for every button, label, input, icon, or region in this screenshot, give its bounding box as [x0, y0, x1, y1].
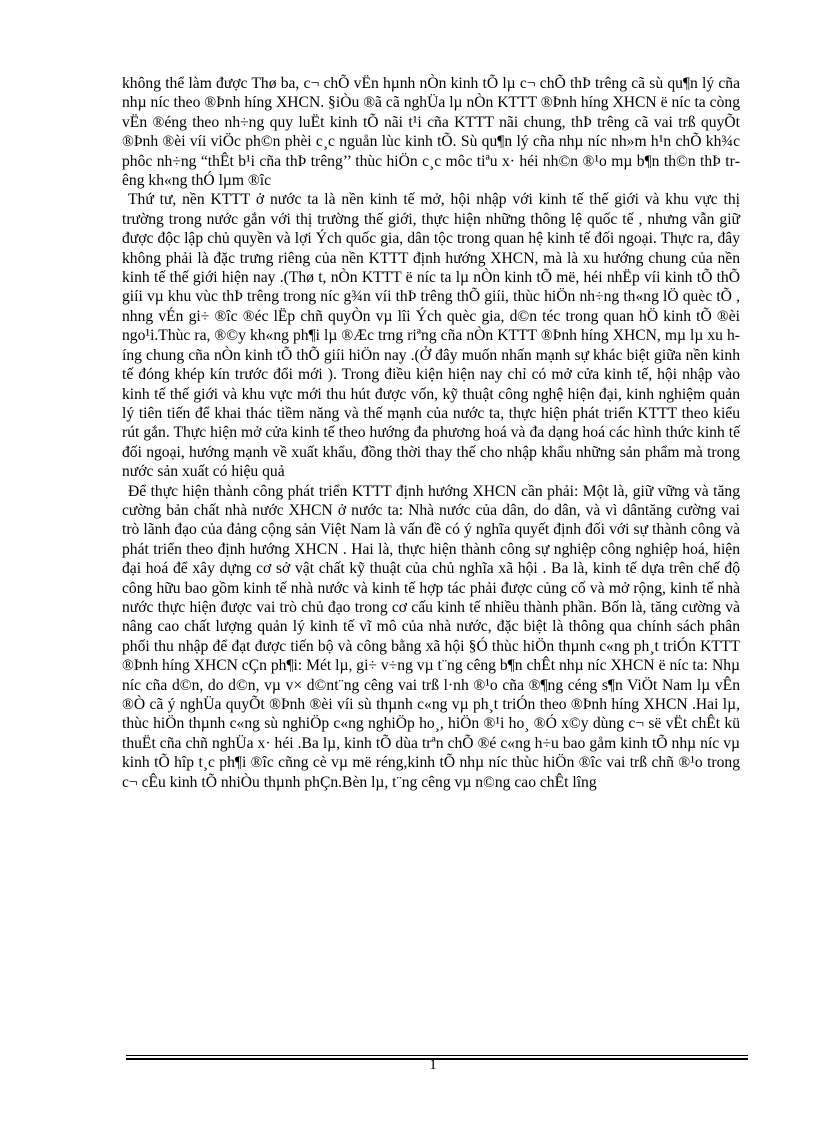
document-body: [122, 74, 740, 792]
paragraph-1: không thể làm được Thø ba, c¬ chÕ vËn hµnh nÒn kinh tÕ lµ c¬ chÕ thÞ trêng cã sù qu¶n lý cña nhµ níc theo ®Þnh híng XHCN. §iÒu ®ã cã nghÜa lµ nÒn KTTT ®Þnh híng XHCN ë níc ta còng vËn ®éng theo nh÷ng quy luËt kinh tÕ nãi t¹i cña KTTT nãi chung, thÞ trêng cã vai trß quyÕt ®Þnh ®èi víi viÖc ph©n phèi c¸c nguån lùc kinh tÕ. Sù qu¶n lý cña nhµ níc nh»m h¹n chÕ kh¾c phôc nh÷ng “thÊt b¹i cña thÞ trêng’’ thùc hiÖn c¸c môc tiªu x· héi nh©n ®¹o mµ b¶n th©n thÞ trêng kh«ng thÓ lµm ®îc: [122, 75, 740, 190]
footer-divider: [126, 1055, 748, 1056]
page-number: 1: [429, 1057, 437, 1073]
paragraph-2: Thứ tư, nền KTTT ở nước ta là nền kinh tế mở, hội nhập với kinh tế thế giới và khu vực thị trường trong nước gắn với thị trường thế giới, thực hiện những thông lệ quốc tế , nhưng vẫn giữ được độc lập chủ quyền và lợi Ých quốc gia, dân tộc trong quan hệ kinh tế đối ngoại. Thực ra, đây không phải là đặc trưng riêng của nền KTTT định hướng XHCN, mà là xu hướng chung của nền kinh tế thế giới hiện nay .(Thø t, nÒn KTTT ë níc ta lµ nÒn kinh tÕ më, héi nhËp víi kinh tÕ thÕ giíi vµ khu vùc thÞ trêng trong níc g¾n víi thÞ trêng thÕ giíi, thùc hiÖn nh÷ng th«ng lÖ quèc tÕ , nhng vÉn gi÷ ®îc ®éc lËp chñ quyÒn vµ lîi Ých quèc gia, d©n téc trong quan hÖ kinh tÕ ®èi ngo¹i.Thùc ra, ®©y kh«ng ph¶i lµ ®Æc trng riªng cña nÒn KTTT ®Þnh híng XHCN, mµ lµ xu híng chung cña nÒn kinh tÕ thÕ giíi hiÖn nay .(Ở đây muốn nhấn mạnh sự khác biệt giữa nền kinh tế đóng khép kín trước đổi mới ). Trong điều kiện hiện nay chỉ có mở cửa kinh tế, hội nhập vào kinh tế thế giới và khu vực mới thu hút được vốn, kỹ thuật công nghệ hiện đại, kinh nghiệm quản lý tiên tiến để khai thác tiềm năng và thế mạnh của nước ta, thực hiện phát triển KTTT theo kiểu rút gắn. Thực hiện mở cửa kinh tế theo hướng đa phương hoá và đa dạng hoá các hình thức kinh tế đối ngoại, hướng mạnh về xuất khẩu, đồng thời thay thế cho nhập khẩu những sản phẩm mà trong nước sản xuất có hiệu quả: [122, 191, 740, 481]
paragraph-3: Để thực hiện thành công phát triển KTTT định hướng XHCN cần phải: Một là, giữ vững và tăng cường bản chất nhà nước XHCN ở nước ta: Nhà nước của dân, do dân, và vì dântăng cường vai trò lãnh đạo của đảng cộng sản Việt Nam là vấn đề có ý nghĩa quyết định đối với sự thành công và phát triển theo định hướng XHCN . Hai là, thực hiện thành công sự nghiệp công nghiệp hoá, hiện đại hoá để xây dựng cơ sở vật chất kỹ thuật của chủ nghĩa xã hội . Ba là, kinh tế dựa trên chế độ công hữu bao gồm kinh tế nhà nước và kinh tế hợp tác phải được củng cố và mở rộng, kinh tế nhà nước thực hiện được vai trò chủ đạo trong cơ cấu kinh tế nhiều thành phần. Bốn là, tăng cường và nâng cao chất lượng quản lý kinh tế vĩ mô của nhà nước, đặc biệt là thông qua chính sách phân phối thu nhập để đạt được tiến bộ và công bằng xã hội §Ó thùc hiÖn thµnh c«ng ph¸t triÓn KTTT ®Þnh híng XHCN cÇn ph¶i: Mét lµ, gi÷ v÷ng vµ t¨ng cêng b¶n chÊt nhµ níc XHCN ë níc ta: Nhµ níc cña d©n, do d©n, vµ v× d©nt¨ng cêng vai trß l·nh ®¹o cña ®¶ng céng s¶n ViÖt Nam lµ vÊn ®Ò cã ý nghÜa quyÕt ®Þnh ®èi víi sù thµnh c«ng vµ ph¸t triÓn theo ®Þnh híng XHCN .Hai lµ, thùc hiÖn thµnh c«ng sù nghiÖp c«ng nghiÖp ho¸, hiÖn ®¹i ho¸ ®Ó x©y dùng c¬ së vËt chÊt kü thuËt cña chñ nghÜa x· héi .Ba lµ, kinh tÕ dùa trªn chÕ ®é c«ng h÷u bao gåm kinh tÕ nhµ níc vµ kinh tÕ hîp t¸c ph¶i ®îc cñng cè vµ më réng,kinh tÕ nhµ níc thùc hiÖn ®îc vai trß chñ ®¹o trong c¬ cÊu kinh tÕ nhiÒu thµnh phÇn.Bèn lµ, t¨ng cêng vµ n©ng cao chÊt lîng: [122, 482, 740, 791]
